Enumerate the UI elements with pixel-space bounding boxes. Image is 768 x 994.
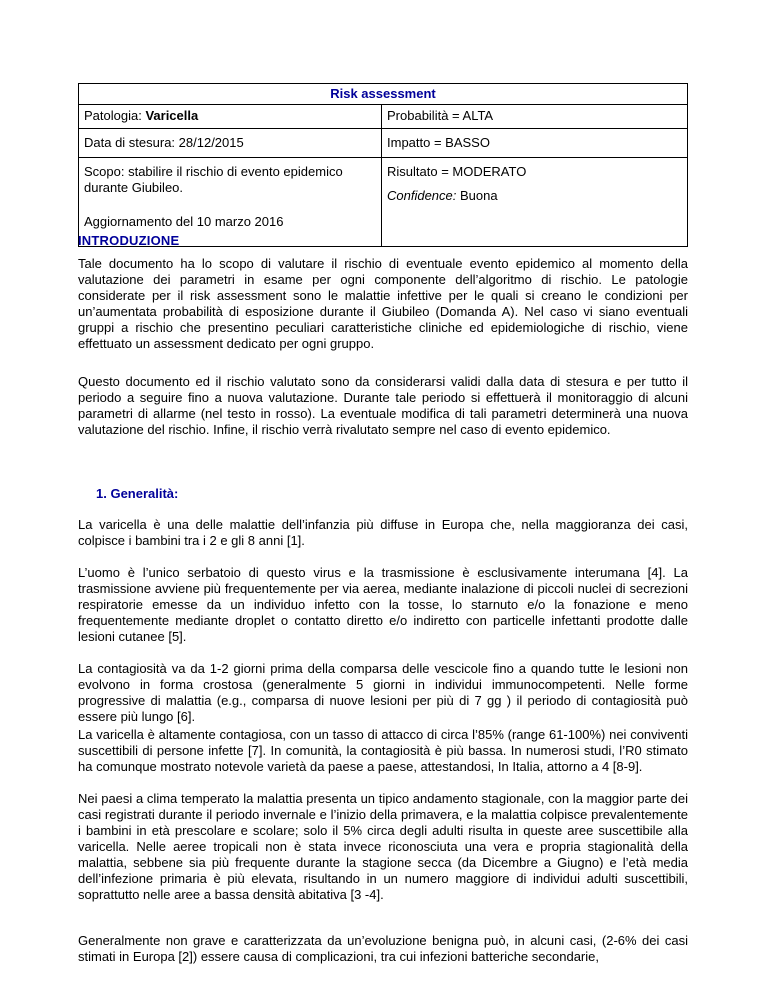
section-1-paragraph-4: La varicella è altamente contagiosa, con un tasso di attacco di circa l’85% (range 61-100%) nei conviventi suscettibili di persone infette [7]. In comunità, la contagiosità è più bassa. In numerosi studi, l’R0 stimato ha comunque mostrato notevole varietà da paese a paese, attestandosi, In Italia, attorno a 4 [8-9]. (78, 727, 688, 774)
intro-heading: INTRODUZIONE (78, 233, 180, 248)
date-cell: Data di stesura: 28/12/2015 (79, 129, 382, 158)
section-1-paragraph-6: Generalmente non grave e caratterizzata da un’evoluzione benigna può, in alcuni casi, (2-6% dei casi stimati in Europa [2]) essere causa di complicazioni, tra cui infezioni batteriche secondarie, (78, 933, 688, 964)
pathology-label: Patologia: (84, 108, 142, 123)
result-cell (382, 158, 688, 247)
update-text: Aggiornamento del 10 marzo 2016 (84, 214, 284, 229)
confidence-text (387, 188, 682, 204)
intro-paragraph-2: Questo documento ed il rischio valutato sono da considerarsi validi dalla data di stesura e per tutto il periodo a seguire fino a nuova valutazione. Durante tale periodo si effettuerà il monitoraggio di alcuni parametri di allarme (nel testo in rosso). La eventuale modifica di tali parametri determinerà una nuova valutazione del rischio. Infine, il rischio verrà rivalutato sempre nel caso di evento epidemico. (78, 374, 688, 437)
section-1-heading: 1. Generalità: (96, 486, 179, 501)
pathology-value: Varicella (145, 108, 199, 123)
probability-cell: Probabilità = ALTA (382, 105, 688, 129)
confidence-value: Buona (460, 188, 498, 203)
result-text: Risultato = MODERATO (387, 164, 527, 179)
pathology-cell (79, 105, 382, 129)
section-1-paragraph-5: Nei paesi a clima temperato la malattia presenta un tipico andamento stagionale, con la maggior parte dei casi registrati durante il periodo invernale e l’inizio della primavera, e la malattia colpisce prevalentemente i bambini in età prescolare e scolare; solo il 5% circa degli adulti risulta in queste aree suscettibile alla varicella. Nelle aeree tropicali non è stata invece riconosciuta una vera e propria stagionalità della malattia, sebbene sia più frequente durante la stagione secca (da Dicembre a Giugno) e l’età media dell’infezione primaria è più elevata, risultando in un numero maggiore di individui adulti suscettibili, soprattutto nelle aree a bassa densità abitativa [3 -4]. (78, 791, 688, 902)
confidence-label: Confidence: (387, 188, 457, 203)
risk-assessment-table (78, 83, 688, 247)
impact-cell: Impatto = BASSO (382, 129, 688, 158)
section-1-paragraph-1: La varicella è una delle malattie dell’infanzia più diffuse in Europa che, nella maggioranza dei casi, colpisce i bambini tra i 2 e gli 8 anni [1]. (78, 517, 688, 548)
intro-paragraph-1: Tale documento ha lo scopo di valutare il rischio di eventuale evento epidemico al momento della valutazione dei parametri in esame per ogni componente dell’algoritmo di rischio. Le patologie considerate per il risk assessment sono le malattie infettive per le quali si creano le condizioni per un’aumentata probabilità di esposizione durante il Giubileo (Domanda A). Nel caso vi siano eventuali gruppi a rischio che presentino peculiari caratteristiche cliniche ed epidemiologiche di rischio, viene effettuato un assessment dedicato per ogni gruppo. (78, 256, 688, 351)
section-1-paragraph-3: La contagiosità va da 1-2 giorni prima della comparsa delle vescicole fino a quando tutte le lesioni non evolvono in forma crostosa (generalmente 5 giorni in individui immunocompetenti. Nelle forme progressive di malattia (e.g., comparsa di nuove lesioni per più di 7 gg ) il periodo di contagiosità può essere più lungo [6]. (78, 661, 688, 724)
scope-text: Scopo: stabilire il rischio di evento epidemico durante Giubileo. (84, 164, 343, 195)
table-title: Risk assessment (79, 84, 688, 105)
section-1-paragraph-2: L’uomo è l’unico serbatoio di questo virus e la trasmissione è esclusivamente interumana [4]. La trasmissione avviene più frequentemente per via aerea, mediante inalazione di piccoli nuclei di secrezioni respiratorie emesse da un individuo infetto con la tosse, lo starnuto e/o la fonazione e meno frequentemente mediante droplet o contatto diretto e/o indiretto con particelle infettanti prodotte dalle lesioni cutanee [5]. (78, 565, 688, 644)
